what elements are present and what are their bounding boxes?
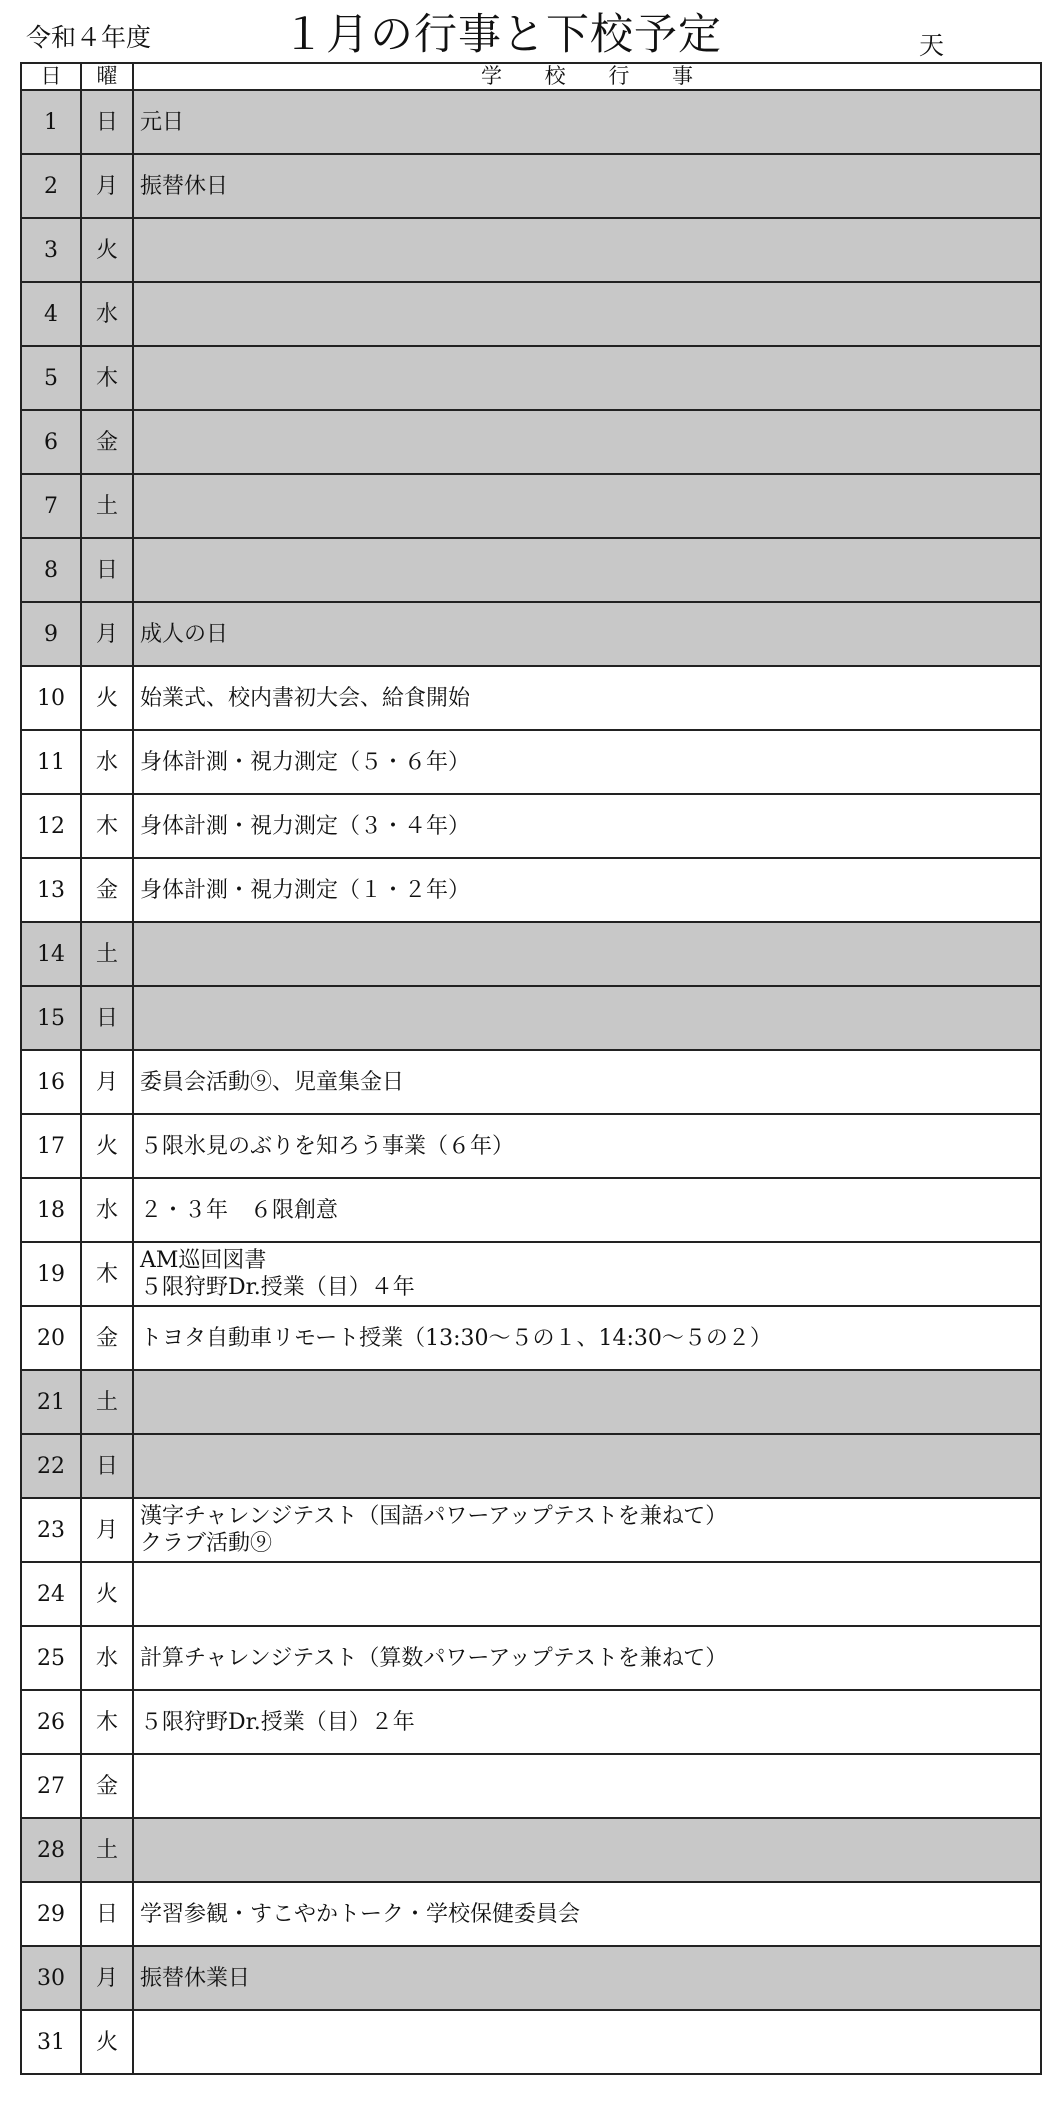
weekday-cell: 金 — [81, 858, 133, 922]
school-events-cell — [133, 1562, 1041, 1626]
day-number-cell: 27 — [21, 1754, 81, 1818]
day-number-cell: 12 — [21, 794, 81, 858]
event-line: 計算チャレンジテスト（算数パワーアップテストを兼ねて） — [140, 1645, 728, 1671]
event-line: 元日 — [140, 109, 185, 135]
weekday-cell: 水 — [81, 730, 133, 794]
school-events-cell — [133, 1242, 1041, 1306]
day-number-cell: 23 — [21, 1498, 81, 1562]
weekday-cell: 月 — [81, 1498, 133, 1562]
day-column-header: 日 — [21, 63, 81, 90]
event-line: クラブ活動⑨ — [140, 1531, 273, 1556]
school-events-cell — [133, 1818, 1041, 1882]
table-row — [21, 1050, 1041, 1114]
table-row — [21, 1626, 1041, 1690]
weekday-column-header: 曜 — [81, 63, 133, 90]
table-row — [21, 1562, 1041, 1626]
event-line: 学習参観・すこやかトーク・学校保健委員会 — [140, 1901, 581, 1927]
weekday-cell: 金 — [81, 1754, 133, 1818]
school-events-cell — [133, 986, 1041, 1050]
day-number-cell: 25 — [21, 1626, 81, 1690]
event-line: AM巡回図書 — [140, 1248, 267, 1273]
day-number-cell: 18 — [21, 1178, 81, 1242]
weekday-cell: 火 — [81, 2010, 133, 2074]
school-events-cell — [133, 538, 1041, 602]
table-row — [21, 1498, 1041, 1562]
weekday-cell: 火 — [81, 1562, 133, 1626]
school-events-cell — [133, 730, 1041, 794]
school-events-cell — [133, 154, 1041, 218]
table-row — [21, 1690, 1041, 1754]
weekday-cell: 月 — [81, 1050, 133, 1114]
table-row — [21, 1946, 1041, 2010]
day-number-cell: 7 — [21, 474, 81, 538]
event-line: 身体計測・視力測定（５・６年） — [140, 749, 471, 775]
event-line: ５限狩野Dr.授業（目）４年 — [140, 1275, 415, 1300]
school-events-cell — [133, 1626, 1041, 1690]
event-line: 振替休日 — [140, 173, 229, 199]
school-events-cell — [133, 1690, 1041, 1754]
weekday-cell: 金 — [81, 1306, 133, 1370]
school-events-cell — [133, 1754, 1041, 1818]
weekday-cell: 日 — [81, 90, 133, 154]
table-row — [21, 1178, 1041, 1242]
day-number-cell: 4 — [21, 282, 81, 346]
table-row — [21, 1370, 1041, 1434]
weekday-cell: 月 — [81, 154, 133, 218]
day-number-cell: 30 — [21, 1946, 81, 2010]
school-events-cell — [133, 346, 1041, 410]
day-number-cell: 13 — [21, 858, 81, 922]
event-line: ２・３年 ６限創意 — [140, 1197, 339, 1223]
weekday-cell: 土 — [81, 1818, 133, 1882]
table-row — [21, 2010, 1041, 2074]
table-row — [21, 858, 1041, 922]
weekday-cell: 木 — [81, 1690, 133, 1754]
day-number-cell: 21 — [21, 1370, 81, 1434]
school-events-cell — [133, 1306, 1041, 1370]
event-line: 漢字チャレンジテスト（国語パワーアップテストを兼ねて） — [140, 1504, 728, 1529]
weekday-cell: 金 — [81, 410, 133, 474]
school-events-cell — [133, 858, 1041, 922]
page-title: １月の行事と下校予定 — [282, 10, 722, 60]
table-row — [21, 1306, 1041, 1370]
event-line: 始業式、校内書初大会、給食開始 — [140, 685, 471, 711]
school-events-cell — [133, 1114, 1041, 1178]
table-row — [21, 602, 1041, 666]
day-number-cell: 15 — [21, 986, 81, 1050]
school-events-cell — [133, 794, 1041, 858]
day-number-cell: 26 — [21, 1690, 81, 1754]
day-number-cell: 31 — [21, 2010, 81, 2074]
school-events-cell — [133, 410, 1041, 474]
day-number-cell: 1 — [21, 90, 81, 154]
school-events-cell — [133, 666, 1041, 730]
fiscal-year-label: 令和４年度 — [26, 23, 152, 52]
table-row — [21, 1242, 1041, 1306]
school-events-cell — [133, 1498, 1041, 1562]
school-events-cell — [133, 922, 1041, 986]
weekday-cell: 木 — [81, 1242, 133, 1306]
weekday-cell: 日 — [81, 986, 133, 1050]
table-row — [21, 986, 1041, 1050]
day-number-cell: 6 — [21, 410, 81, 474]
event-line: トヨタ自動車リモート授業（13:30～５の１、14:30～５の２） — [140, 1325, 772, 1351]
weekday-cell: 月 — [81, 1946, 133, 2010]
event-line: 成人の日 — [140, 621, 229, 647]
school-events-cell — [133, 1882, 1041, 1946]
weekday-cell: 土 — [81, 922, 133, 986]
day-number-cell: 3 — [21, 218, 81, 282]
table-row — [21, 410, 1041, 474]
day-number-cell: 29 — [21, 1882, 81, 1946]
school-events-column-header: 学 校 行 事 — [133, 63, 1041, 90]
weekday-cell: 日 — [81, 1882, 133, 1946]
day-number-cell: 24 — [21, 1562, 81, 1626]
table-row — [21, 1754, 1041, 1818]
school-events-cell — [133, 218, 1041, 282]
day-number-cell: 22 — [21, 1434, 81, 1498]
school-events-cell — [133, 602, 1041, 666]
table-row — [21, 346, 1041, 410]
weekday-cell: 水 — [81, 1626, 133, 1690]
table-header-row — [21, 63, 1041, 90]
day-number-cell: 10 — [21, 666, 81, 730]
day-number-cell: 17 — [21, 1114, 81, 1178]
weekday-cell: 火 — [81, 218, 133, 282]
day-number-cell: 14 — [21, 922, 81, 986]
school-events-cell — [133, 1178, 1041, 1242]
school-events-cell — [133, 2010, 1041, 2074]
weekday-cell: 日 — [81, 538, 133, 602]
table-row — [21, 282, 1041, 346]
table-row — [21, 90, 1041, 154]
table-row — [21, 1114, 1041, 1178]
table-row — [21, 1882, 1041, 1946]
school-events-calendar-table — [20, 62, 1042, 2075]
table-row — [21, 666, 1041, 730]
day-number-cell: 28 — [21, 1818, 81, 1882]
table-row — [21, 154, 1041, 218]
school-events-cell — [133, 1050, 1041, 1114]
weekday-cell: 火 — [81, 1114, 133, 1178]
day-number-cell: 9 — [21, 602, 81, 666]
event-line: ５限狩野Dr.授業（目）２年 — [140, 1709, 415, 1735]
weekday-cell: 木 — [81, 794, 133, 858]
weekday-cell: 月 — [81, 602, 133, 666]
table-row — [21, 794, 1041, 858]
table-row — [21, 538, 1041, 602]
table-row — [21, 218, 1041, 282]
day-number-cell: 19 — [21, 1242, 81, 1306]
table-row — [21, 1434, 1041, 1498]
cropped-column-heading-fragment: 天 — [919, 31, 945, 60]
event-line: 委員会活動⑨、児童集金日 — [140, 1069, 405, 1095]
school-events-cell — [133, 282, 1041, 346]
weekday-cell: 木 — [81, 346, 133, 410]
table-row — [21, 1818, 1041, 1882]
school-events-cell — [133, 474, 1041, 538]
day-number-cell: 2 — [21, 154, 81, 218]
event-line: 身体計測・視力測定（３・４年） — [140, 813, 471, 839]
table-row — [21, 730, 1041, 794]
event-line: 身体計測・視力測定（１・２年） — [140, 877, 471, 903]
day-number-cell: 8 — [21, 538, 81, 602]
weekday-cell: 日 — [81, 1434, 133, 1498]
weekday-cell: 水 — [81, 282, 133, 346]
weekday-cell: 火 — [81, 666, 133, 730]
school-events-cell — [133, 1434, 1041, 1498]
day-number-cell: 16 — [21, 1050, 81, 1114]
page-header — [0, 0, 945, 62]
event-line: 振替休業日 — [140, 1965, 251, 1991]
table-row — [21, 922, 1041, 986]
school-events-cell — [133, 1370, 1041, 1434]
day-number-cell: 11 — [21, 730, 81, 794]
calendar-table-body — [21, 90, 1041, 2074]
day-number-cell: 5 — [21, 346, 81, 410]
weekday-cell: 土 — [81, 1370, 133, 1434]
weekday-cell: 水 — [81, 1178, 133, 1242]
school-events-cell — [133, 1946, 1041, 2010]
event-line: ５限氷見のぶりを知ろう事業（６年） — [140, 1133, 515, 1159]
day-number-cell: 20 — [21, 1306, 81, 1370]
weekday-cell: 土 — [81, 474, 133, 538]
table-row — [21, 474, 1041, 538]
school-events-cell — [133, 90, 1041, 154]
